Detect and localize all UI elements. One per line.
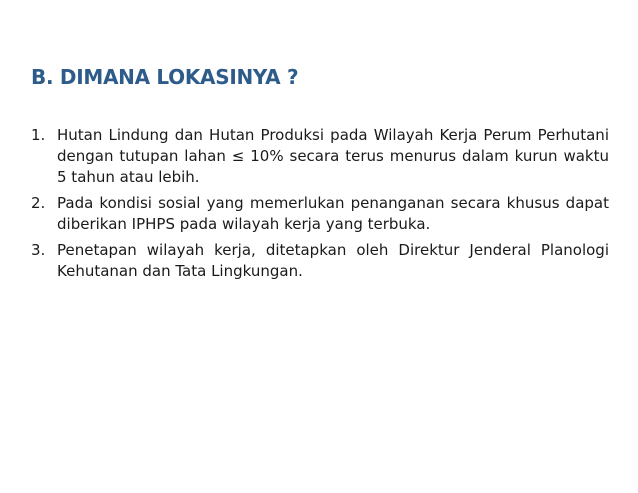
location-list (31, 125, 609, 287)
list-item-text: Penetapan wilayah kerja, ditetapkan oleh Direktur Jenderal Planologi Kehutanan dan Tata Lingkungan. (57, 241, 609, 280)
list-item (31, 193, 609, 235)
list-item (31, 125, 609, 188)
list-item (31, 240, 609, 282)
list-item-number: 3. (31, 241, 46, 259)
list-item-number: 1. (31, 126, 46, 144)
slide-title: B. DIMANA LOKASINYA ? (31, 65, 299, 89)
list-item-text: Pada kondisi sosial yang memerlukan penanganan secara khusus dapat diberikan IPHPS pada wilayah kerja yang terbuka. (57, 194, 609, 233)
list-item-text: Hutan Lindung dan Hutan Produksi pada Wilayah Kerja Perum Perhutani dengan tutupan lahan ≤ 10% secara terus menurus dalam kurun waktu 5 tahun atau lebih. (57, 126, 609, 186)
list-item-number: 2. (31, 194, 46, 212)
